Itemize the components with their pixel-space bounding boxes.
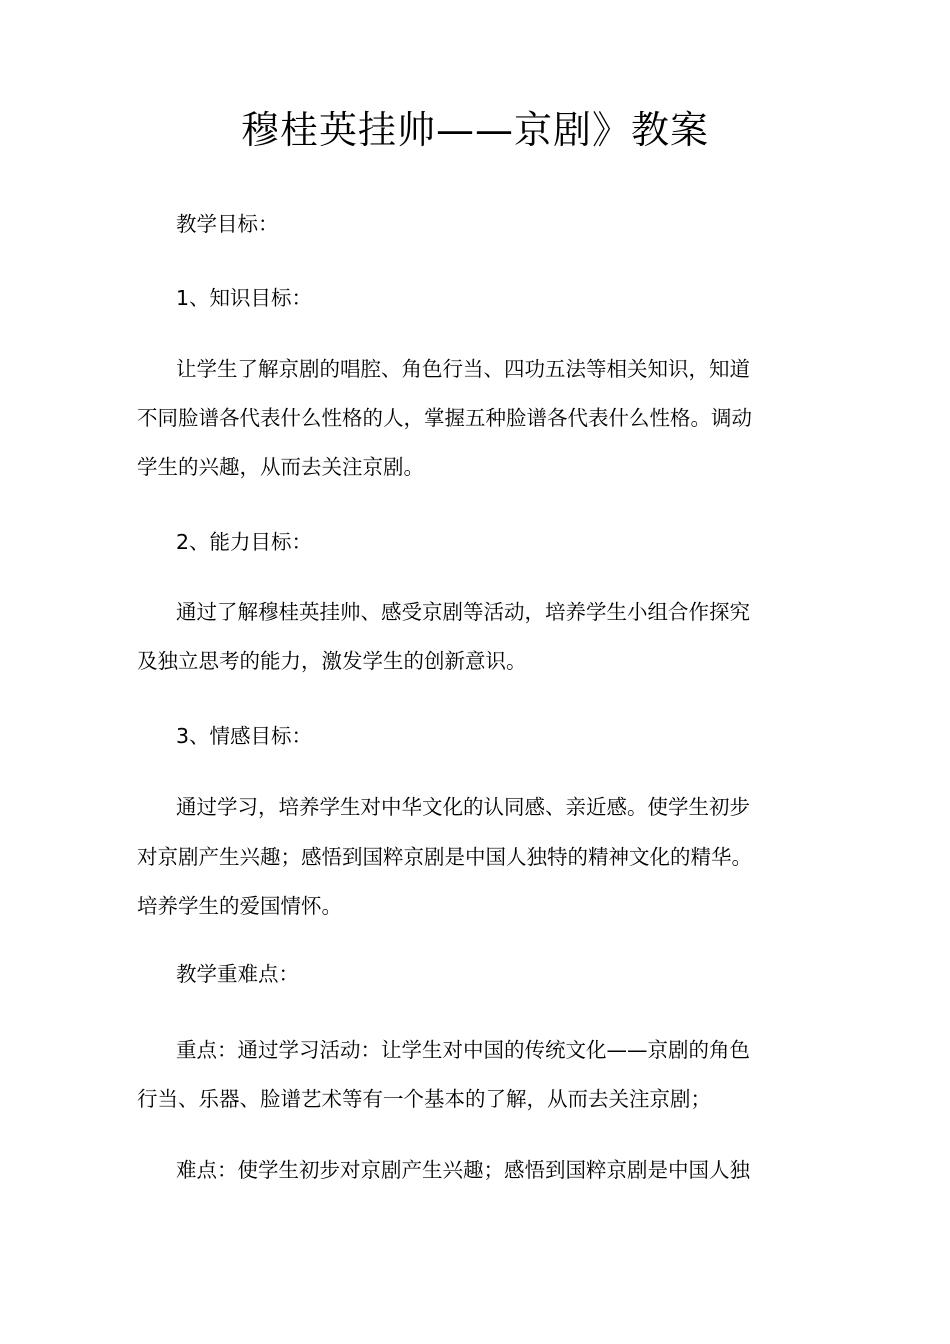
paragraph-line: 让学生了解京剧的唱腔、角色行当、四功五法等相关知识，知道 (176, 357, 750, 381)
paragraph-line: 通过了解穆桂英挂帅、感受京剧等活动，培养学生小组合作探究 (176, 600, 750, 624)
paragraph-line: 学生的兴趣，从而去关注京剧。 (137, 455, 424, 479)
paragraph-line: 不同脸谱各代表什么性格的人，掌握五种脸谱各代表什么性格。调动 (137, 406, 752, 430)
paragraph-line: 重点：通过学习活动：让学生对中国的传统文化——京剧的角色 (176, 1038, 750, 1062)
emotion-goal-heading: 3、情感目标： (176, 724, 313, 748)
knowledge-goal-heading: 1、知识目标： (176, 286, 313, 310)
document-title: 穆桂英挂帅——京剧》教案 (240, 108, 709, 152)
key-difficult-heading: 教学重难点： (176, 962, 299, 986)
paragraph-line: 培养学生的爱国情怀。 (137, 894, 342, 918)
paragraph-line: 及独立思考的能力，激发学生的创新意识。 (137, 649, 527, 673)
paragraph-line: 通过学习，培养学生对中华文化的认同感、亲近感。使学生初步 (176, 795, 750, 819)
ability-goal-heading: 2、能力目标： (176, 530, 313, 554)
paragraph-line: 行当、乐器、脸谱艺术等有一个基本的了解，从而去关注京剧； (137, 1087, 711, 1111)
teaching-goals-heading: 教学目标： (176, 212, 279, 236)
paragraph-line: 难点：使学生初步对京剧产生兴趣；感悟到国粹京剧是中国人独 (176, 1158, 750, 1182)
paragraph-line: 对京剧产生兴趣；感悟到国粹京剧是中国人独特的精神文化的精华。 (137, 845, 752, 869)
